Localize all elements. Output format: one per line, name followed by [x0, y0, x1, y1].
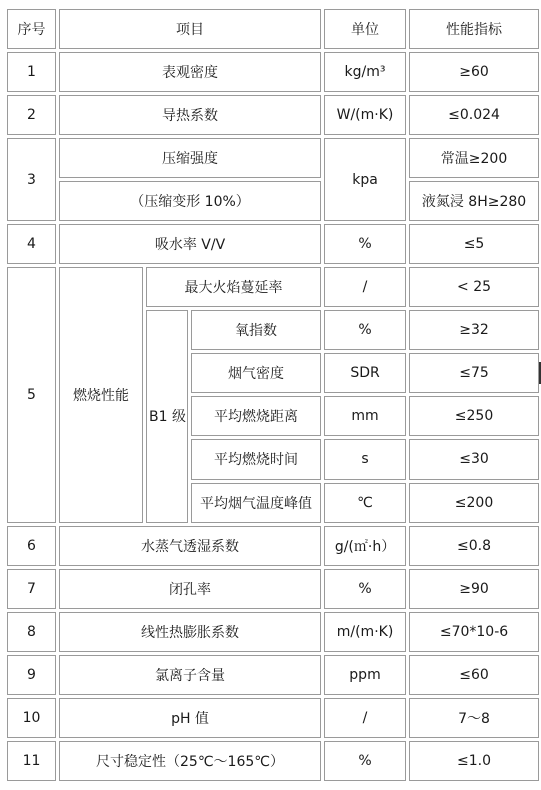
row-spec: ≤0.024 [409, 95, 539, 135]
row-no: 8 [7, 612, 56, 652]
row-item: 氯离子含量 [59, 655, 321, 695]
row-no: 5 [7, 267, 56, 522]
table-row [7, 741, 539, 781]
row-unit: ℃ [324, 483, 406, 523]
row-item: 表观密度 [59, 52, 321, 92]
row-item: 平均烟气温度峰值 [191, 483, 321, 523]
row-item: 导热系数 [59, 95, 321, 135]
row-item: 线性热膨胀系数 [59, 612, 321, 652]
header-spec: 性能指标 [409, 9, 539, 49]
row-no: 7 [7, 569, 56, 609]
row-unit: kpa [324, 138, 406, 221]
row-no: 3 [7, 138, 56, 221]
row-unit: / [324, 698, 406, 738]
header-item: 项目 [59, 9, 321, 49]
table-row [7, 52, 539, 92]
row-no: 11 [7, 741, 56, 781]
row-no: 9 [7, 655, 56, 695]
row-unit: % [324, 569, 406, 609]
row-item: 吸水率 V/V [59, 224, 321, 264]
b1-grade-label: B1 级 [146, 310, 188, 522]
table-row [7, 181, 539, 221]
row-no: 6 [7, 526, 56, 566]
row-unit: SDR [324, 353, 406, 393]
table-row [7, 526, 539, 566]
row-item: 平均燃烧距离 [191, 396, 321, 436]
row-item: 水蒸气透湿系数 [59, 526, 321, 566]
row-item: 闭孔率 [59, 569, 321, 609]
row-unit: / [324, 267, 406, 307]
row-no: 4 [7, 224, 56, 264]
table-row [7, 569, 539, 609]
row-unit: % [324, 224, 406, 264]
row-no: 1 [7, 52, 56, 92]
row-no: 2 [7, 95, 56, 135]
row-spec: ≤70*10-6 [409, 612, 539, 652]
row-no: 10 [7, 698, 56, 738]
row-unit: ppm [324, 655, 406, 695]
row-unit: g/(㎡·h） [324, 526, 406, 566]
row-unit: mm [324, 396, 406, 436]
row-spec: ≤75 [409, 353, 539, 393]
row-spec: 7～8 [409, 698, 539, 738]
row-spec: ≤250 [409, 396, 539, 436]
table-row [7, 95, 539, 135]
row-spec: ≥60 [409, 52, 539, 92]
row-unit: % [324, 741, 406, 781]
row-item: 氧指数 [191, 310, 321, 350]
row-unit: % [324, 310, 406, 350]
header-no: 序号 [7, 9, 56, 49]
row-item: 尺寸稳定性（25℃～165℃） [59, 741, 321, 781]
row-item: 压缩强度 [59, 138, 321, 178]
spec-table [4, 6, 541, 784]
combustion-group-label: 燃烧性能 [59, 267, 143, 522]
row-item-note: （压缩变形 10%） [59, 181, 321, 221]
row-spec: < 25 [409, 267, 539, 307]
row-spec: 常温≥200 [409, 138, 539, 178]
row-spec: ≤1.0 [409, 741, 539, 781]
row-unit: s [324, 439, 406, 479]
row-unit: W/(m·K) [324, 95, 406, 135]
row-unit: kg/m³ [324, 52, 406, 92]
row-item: 平均燃烧时间 [191, 439, 321, 479]
row-spec: ≤5 [409, 224, 539, 264]
header-row [7, 9, 539, 49]
table-row [7, 224, 539, 264]
table-row [7, 698, 539, 738]
row-spec: ≤200 [409, 483, 539, 523]
row-spec: ≤0.8 [409, 526, 539, 566]
row-spec: ≥90 [409, 569, 539, 609]
row-spec: ≥32 [409, 310, 539, 350]
table-row [7, 138, 539, 178]
row-item: 烟气密度 [191, 353, 321, 393]
row-spec: ≤30 [409, 439, 539, 479]
table-row [7, 612, 539, 652]
row-spec: 液氮浸 8H≥280 [409, 181, 539, 221]
row-item: 最大火焰蔓延率 [146, 267, 321, 307]
table-row [7, 655, 539, 695]
table-row [7, 267, 539, 307]
row-item: pH 值 [59, 698, 321, 738]
row-spec: ≤60 [409, 655, 539, 695]
row-unit: m/(m·K) [324, 612, 406, 652]
header-unit: 单位 [324, 9, 406, 49]
